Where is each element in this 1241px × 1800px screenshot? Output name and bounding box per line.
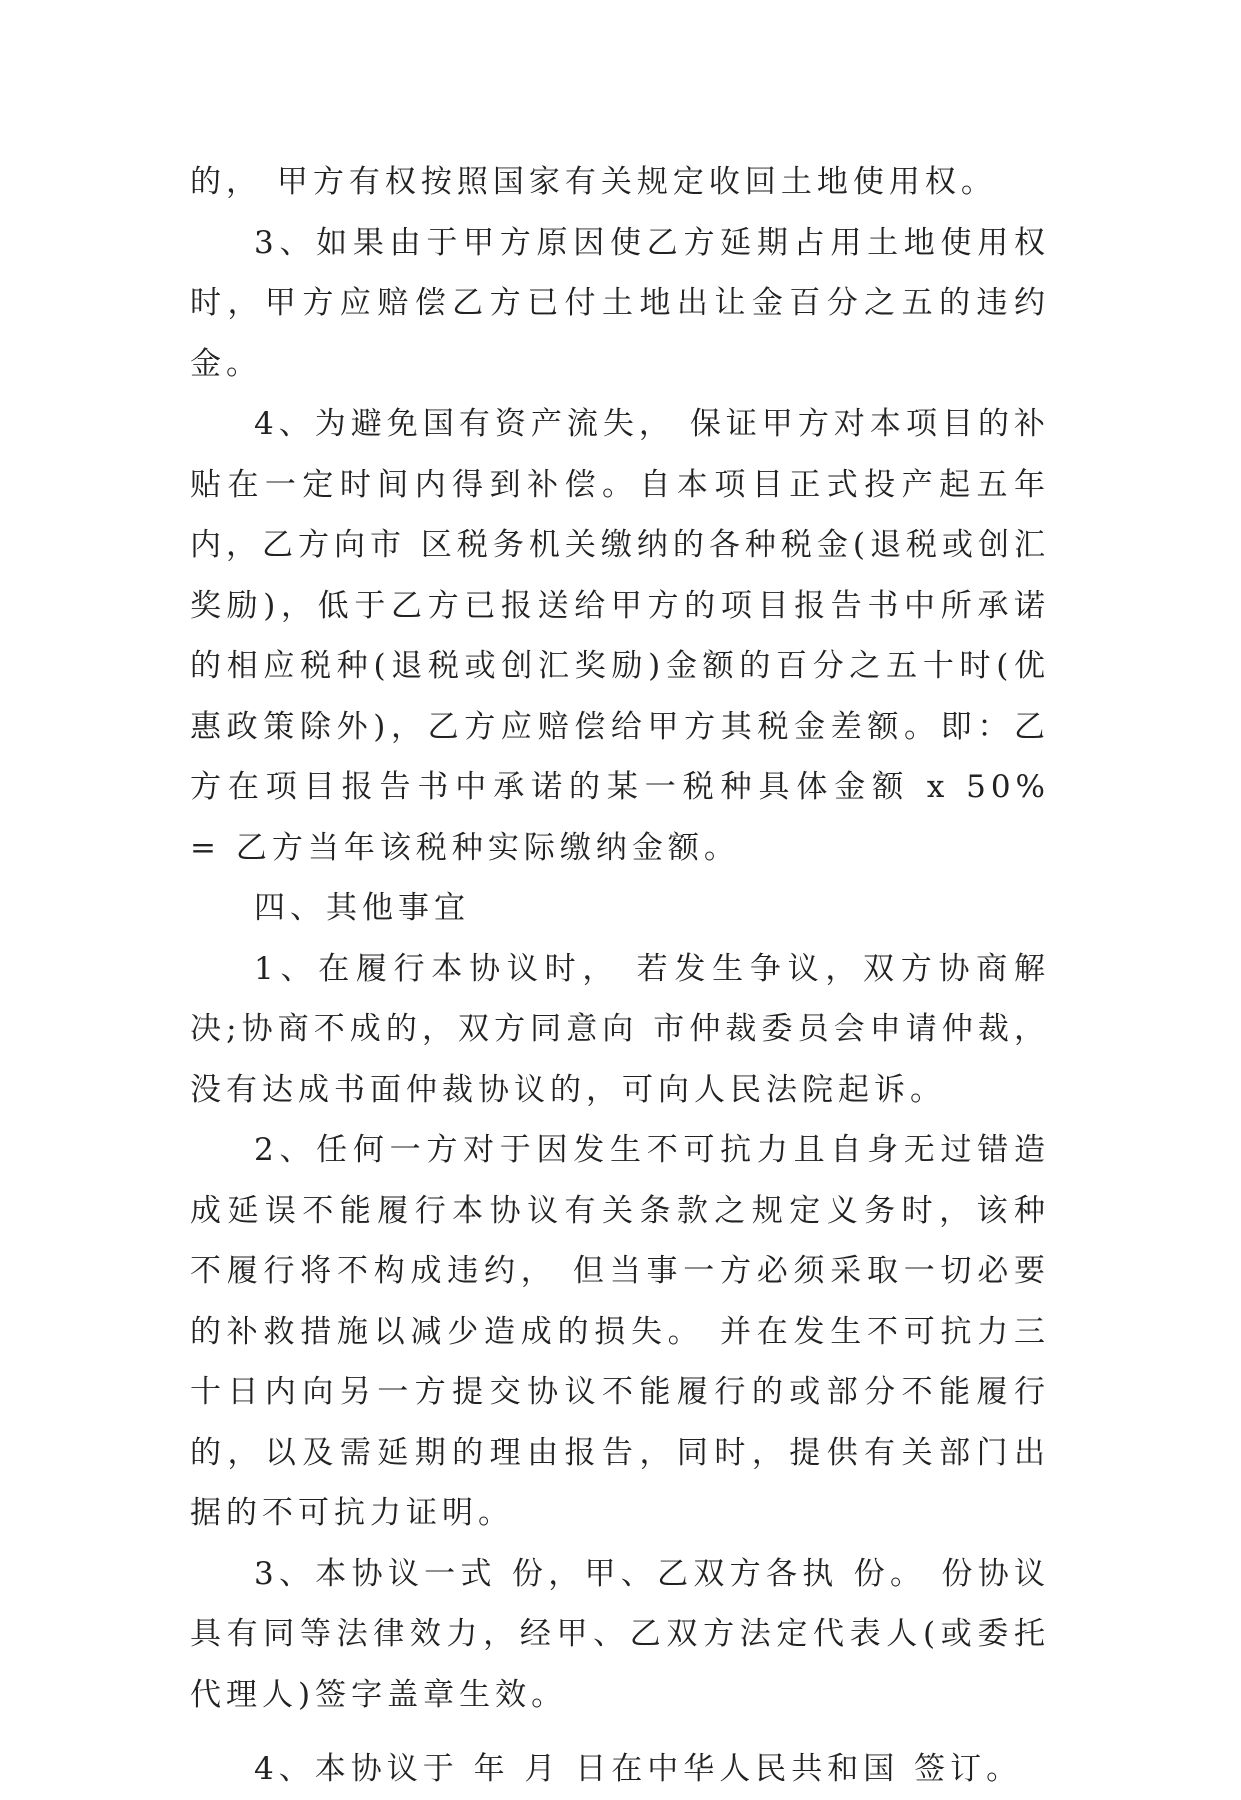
paragraph-clause-3-3: 3、如果由于甲方原因使乙方延期占用土地使用权时，甲方应赔偿乙方已付土地出让金百分之五的违约金。 — [190, 224, 1050, 382]
paragraph-clause-4-2: 2、任何一方对于因发生不可抗力且自身无过错造成延误不能履行本协议有关条款之规定义务时，该种不履行将不构成违约， 但当事一方必须采取一切必要的补救措施以减少造成的损失。 并在发生不可抗力三十日内向另一方提交协议不能履行的或部分不能履行的，以及需延期的理由报告，同时，提供有关部门出据的不可抗力证明。 — [190, 1132, 1050, 1531]
paragraph-clause-4-1: 1、在履行本协议时， 若发生争议，双方协商解决;协商不成的，双方同意向 市仲裁委员会申请仲裁，没有达成书面仲裁协议的，可向人民法院起诉。 — [190, 950, 1050, 1108]
paragraph-clause-4-3: 3、本协议一式 份，甲、乙双方各执 份。 份协议具有同等法律效力，经甲、乙双方法定代表人(或委托代理人)签字盖章生效。 — [190, 1555, 1050, 1713]
agreement-body — [190, 152, 1050, 1800]
paragraph-clause-3-4: 4、为避免国有资产流失， 保证甲方对本项目的补贴在一定时间内得到补偿。自本项目正式投产起五年内，乙方向市 区税务机关缴纳的各种税金(退税或创汇奖励)，低于乙方已报送给甲方的项目报告书中所承诺的相应税种(退税或创汇奖励)金额的百分之五十时(优惠政策除外)，乙方应赔偿给甲方其税金差额。即：乙方在项目报告书中承诺的某一税种具体金额 x 50% = 乙方当年该税种实际缴纳金额。 — [190, 406, 1050, 866]
paragraph-continuation: 的， 甲方有权按照国家有关规定收回土地使用权。 — [190, 164, 997, 200]
section-heading-other-matters: 四、其他事宜 — [254, 890, 470, 926]
paragraph-clause-4-4: 4、本协议于 年 月 日在中华人民共和国 签订。 — [254, 1751, 1023, 1787]
